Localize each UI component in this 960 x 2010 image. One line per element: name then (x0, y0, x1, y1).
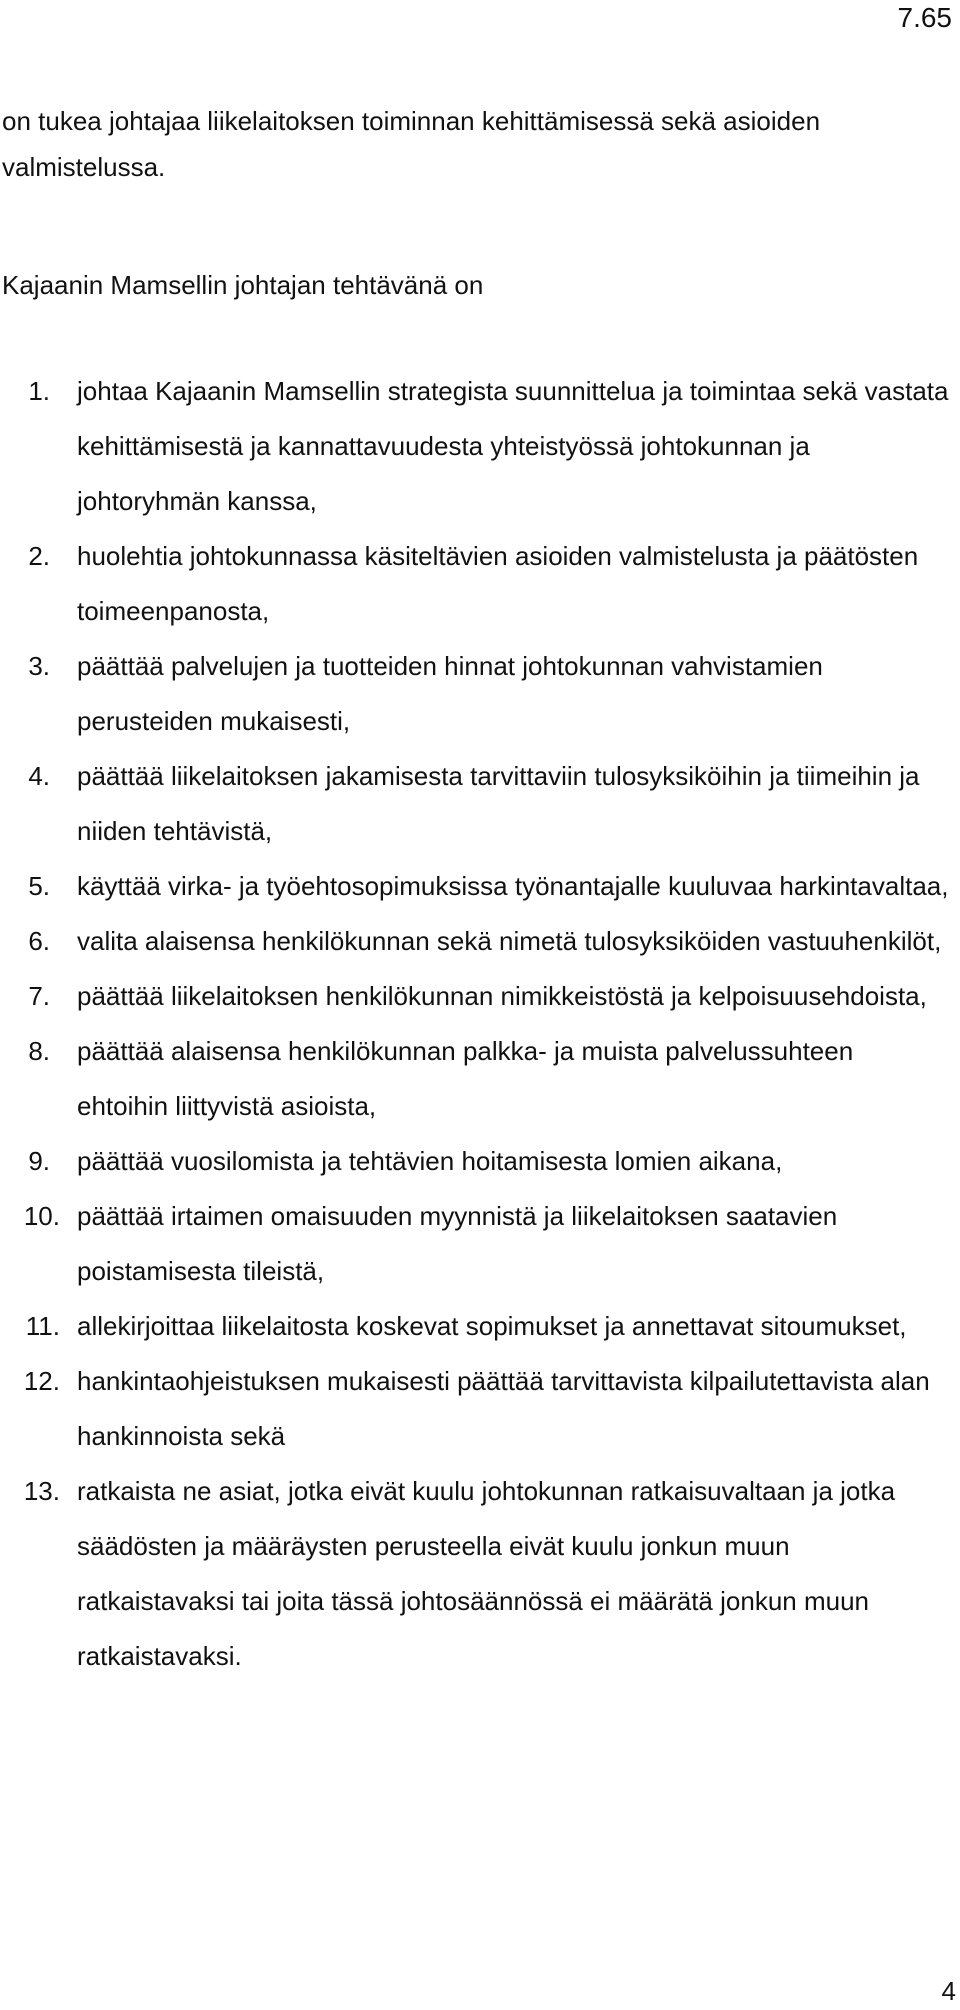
list-item-text: käyttää virka- ja työehtosopimuksissa työnantajalle kuuluvaa harkintavaltaa, (77, 871, 949, 901)
list-item (0, 639, 950, 749)
list-item-number: 11. (25, 1311, 60, 1341)
list-item-number: 1. (28, 376, 50, 406)
list-item-number: 5. (28, 871, 50, 901)
list-item-number: 4. (28, 761, 50, 791)
duties-heading: Kajaanin Mamsellin johtajan tehtävänä on (2, 270, 484, 300)
list-item-number: 8. (28, 1036, 50, 1066)
list-item-text: päättää liikelaitoksen henkilökunnan nimikkeistöstä ja kelpoisuusehdoista, (77, 981, 927, 1011)
list-item-text: valita alaisensa henkilökunnan sekä nimetä tulosyksiköiden vastuuhenkilöt, (77, 926, 942, 956)
list-item-text: päättää liikelaitoksen jakamisesta tarvittaviin tulosyksiköihin ja tiimeihin ja niiden tehtävistä, (77, 761, 920, 846)
list-item (0, 1299, 950, 1354)
list-item-number: 12. (23, 1366, 60, 1396)
list-item-number: 3. (28, 651, 50, 681)
intro-paragraph: on tukea johtajaa liikelaitoksen toiminnan kehittämisessä sekä asioiden valmistelussa. (2, 106, 821, 182)
list-item-text: päättää alaisensa henkilökunnan palkka- ja muista palvelussuhteen ehtoihin liittyvistä asioista, (77, 1036, 854, 1121)
list-item-text: päättää irtaimen omaisuuden myynnistä ja liikelaitoksen saatavien poistamisesta tileistä, (77, 1201, 838, 1286)
list-item (0, 1354, 950, 1464)
list-item-text: ratkaista ne asiat, jotka eivät kuulu johtokunnan ratkaisuvaltaan ja jotka säädösten ja määräysten perusteella eivät kuulu jonkun muun ratkaistavaksi tai joita tässä johtosäännössä ei määrätä jonkun muun ratkaistavaksi. (77, 1476, 896, 1671)
list-item-number: 2. (28, 541, 50, 571)
page-number-bottom: 4 (941, 1976, 956, 2006)
list-item (0, 969, 950, 1024)
list-item (0, 1189, 950, 1299)
list-item (0, 914, 950, 969)
list-item-number: 13. (23, 1476, 60, 1506)
list-item (0, 1024, 950, 1134)
list-item (0, 749, 950, 859)
list-item-text: päättää vuosilomista ja tehtävien hoitamisesta lomien aikana, (77, 1146, 783, 1176)
list-item (0, 364, 950, 529)
list-item-text: päättää palvelujen ja tuotteiden hinnat johtokunnan vahvistamien perusteiden mukaisesti, (77, 651, 823, 736)
list-item (0, 529, 950, 639)
list-item-text: hankintaohjeistuksen mukaisesti päättää tarvittavista kilpailutettavista alan hankinnoista sekä (77, 1366, 930, 1451)
list-item-number: 9. (28, 1146, 50, 1176)
list-item-number: 7. (28, 981, 50, 1011)
list-item-text: huolehtia johtokunnassa käsiteltävien asioiden valmistelusta ja päätösten toimeenpanosta, (77, 541, 919, 626)
list-item (0, 859, 950, 914)
list-item-number: 10. (23, 1201, 60, 1231)
page-number-top: 7.65 (897, 2, 952, 33)
list-item-text: allekirjoittaa liikelaitosta koskevat sopimukset ja annettavat sitoumukset, (77, 1311, 907, 1341)
list-item (0, 1134, 950, 1189)
duties-list (0, 364, 950, 1684)
list-item (0, 1464, 950, 1684)
list-item-number: 6. (28, 926, 50, 956)
list-item-text: johtaa Kajaanin Mamsellin strategista suunnittelua ja toimintaa sekä vastata kehittämisestä ja kannattavuudesta yhteistyössä johtokunnan ja johtoryhmän kanssa, (77, 376, 949, 516)
